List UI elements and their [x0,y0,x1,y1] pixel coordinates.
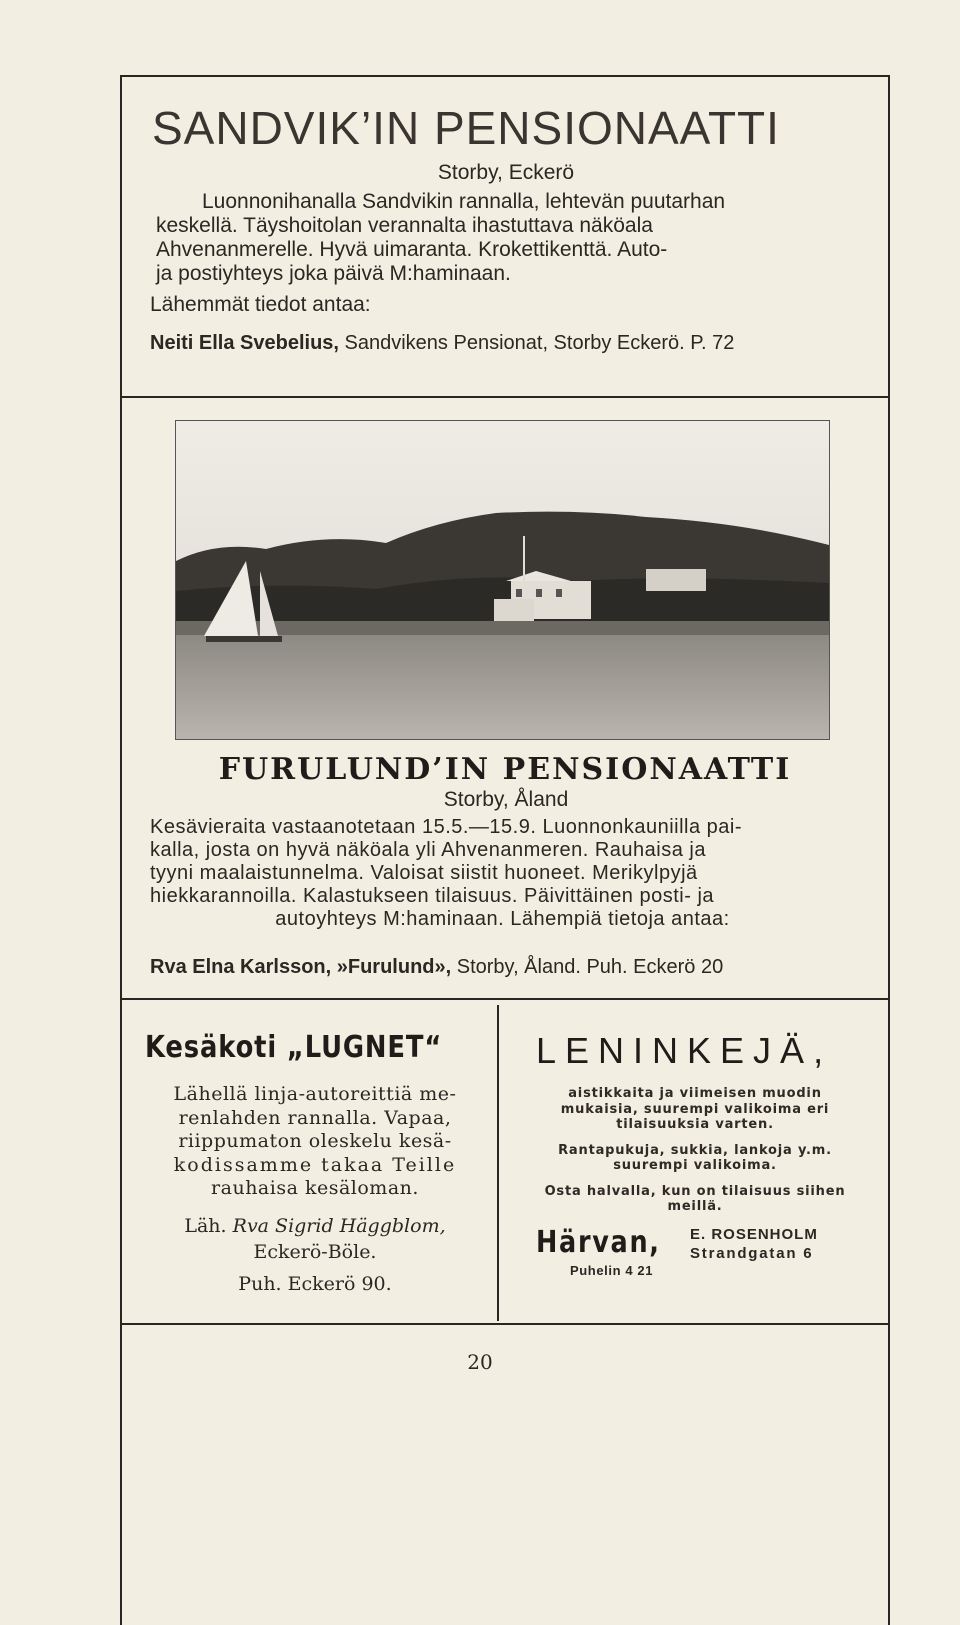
sandvik-description [150,190,862,286]
lugnet-contact-prefix: Läh. [184,1214,227,1237]
furulund-line: hiekkarannoilla. Kalastukseen tilaisuus. Päivittäinen posti- ja [150,885,715,907]
right-border [888,75,890,1625]
sandvik-line: Ahvenanmerelle. Hyvä uimaranta. Krokettikenttä. Auto- [156,238,668,261]
lugnet-line: kodissamme takaa Teille [173,1153,457,1176]
sandvik-more-info: Lähemmät tiedot antaa: [150,293,371,316]
furulund-contact-address: Storby, Åland. Puh. Eckerö 20 [456,956,724,978]
lugnet-line: riippumaton oleskelu kesä- [178,1130,452,1152]
lugnet-contact-name: Rva Sigrid Häggblom, [232,1214,446,1237]
harvan-title: LENINKEJÄ, [536,1030,833,1071]
sandvik-line: Luonnonihanalla Sandvikin rannalla, lehtevän puutarhan [202,190,726,213]
harvan-description [530,1086,860,1215]
furulund-line: kalla, josta on hyvä näköala yli Ahvenanmeren. Rauhaisa ja [150,839,706,861]
harvan-para: Osta halvalla, kun on tilaisuus siihen meillä. [544,1183,846,1214]
lugnet-line: renlahden rannalla. Vapaa, [178,1106,452,1129]
harvan-shop-name: Härvan, [536,1224,661,1260]
sandvik-contact [150,332,862,355]
lugnet-line: Lähellä linja-autoreittiä me- [173,1083,457,1105]
furulund-line: autoyhteys M:haminaan. Lähempiä tietoja antaa: [275,908,730,930]
harvan-phone: Puhelin 4 21 [570,1262,654,1278]
furulund-contact [150,956,723,979]
furulund-contact-name: Rva Elna Karlsson, »Furulund», [150,956,452,978]
photo-illustration [176,421,829,739]
harvan-ad [530,1030,860,1285]
divider-after-ad2 [120,998,890,1000]
lugnet-ad [145,1030,485,1297]
furulund-line: Kesävieraita vastaanotetaan 15.5.—15.9. Luonnonkauniilla pai- [150,816,743,838]
left-border [120,75,122,1625]
divider-after-ad1 [120,396,890,398]
harvan-para: aistikkaita ja viimeisen muodin mukaisia, suurempi valikoima eri tilaisuuksia varten. [560,1086,830,1132]
sandvik-title: SANDVIK’IN PENSIONAATTI [152,102,780,154]
bottom-border [120,1323,890,1325]
sandvik-location: Storby, Eckerö [437,161,575,184]
sandvik-line: ja postiyhteys joka päivä M:haminaan. [156,262,511,285]
lugnet-contact [145,1213,485,1297]
furulund-line: tyyni maalaistunnelma. Valoisat siistit huoneet. Merikylpyjä [150,862,698,884]
furulund-location: Storby, Åland [443,788,569,811]
lugnet-description [145,1083,485,1201]
sandvik-contact-name: Neiti Ella Svebelius, [150,332,339,354]
lugnet-contact-phone: Puh. Eckerö 90. [238,1272,392,1295]
lugnet-line: rauhaisa kesäloman. [211,1177,419,1199]
photo-lake-sailboat-pension [175,420,830,740]
lugnet-title: Kesäkoti „LUGNET“ [145,1030,443,1065]
harvan-signature [530,1225,860,1285]
lugnet-contact-person [145,1213,485,1239]
page-number: 20 [467,1350,493,1374]
furulund-title: FURULUND’IN PENSIONAATTI [218,752,792,787]
harvan-street: Strandgatan 6 [690,1244,814,1262]
top-border [120,75,890,77]
sandvik-contact-address: Sandvikens Pensionat, Storby Eckerö. P. 72 [344,332,735,354]
column-divider [497,1005,499,1321]
sandvik-line: keskellä. Täyshoitolan verannalta ihastuttava näköala [156,214,653,237]
sandvik-ad [150,100,862,355]
harvan-owner: E. ROSENHOLM [690,1225,818,1243]
lugnet-contact-place: Eckerö-Böle. [253,1240,377,1263]
harvan-para: Rantapukuja, sukkia, lankoja y.m. suurempi valikoima. [558,1142,832,1173]
furulund-description [150,816,855,931]
